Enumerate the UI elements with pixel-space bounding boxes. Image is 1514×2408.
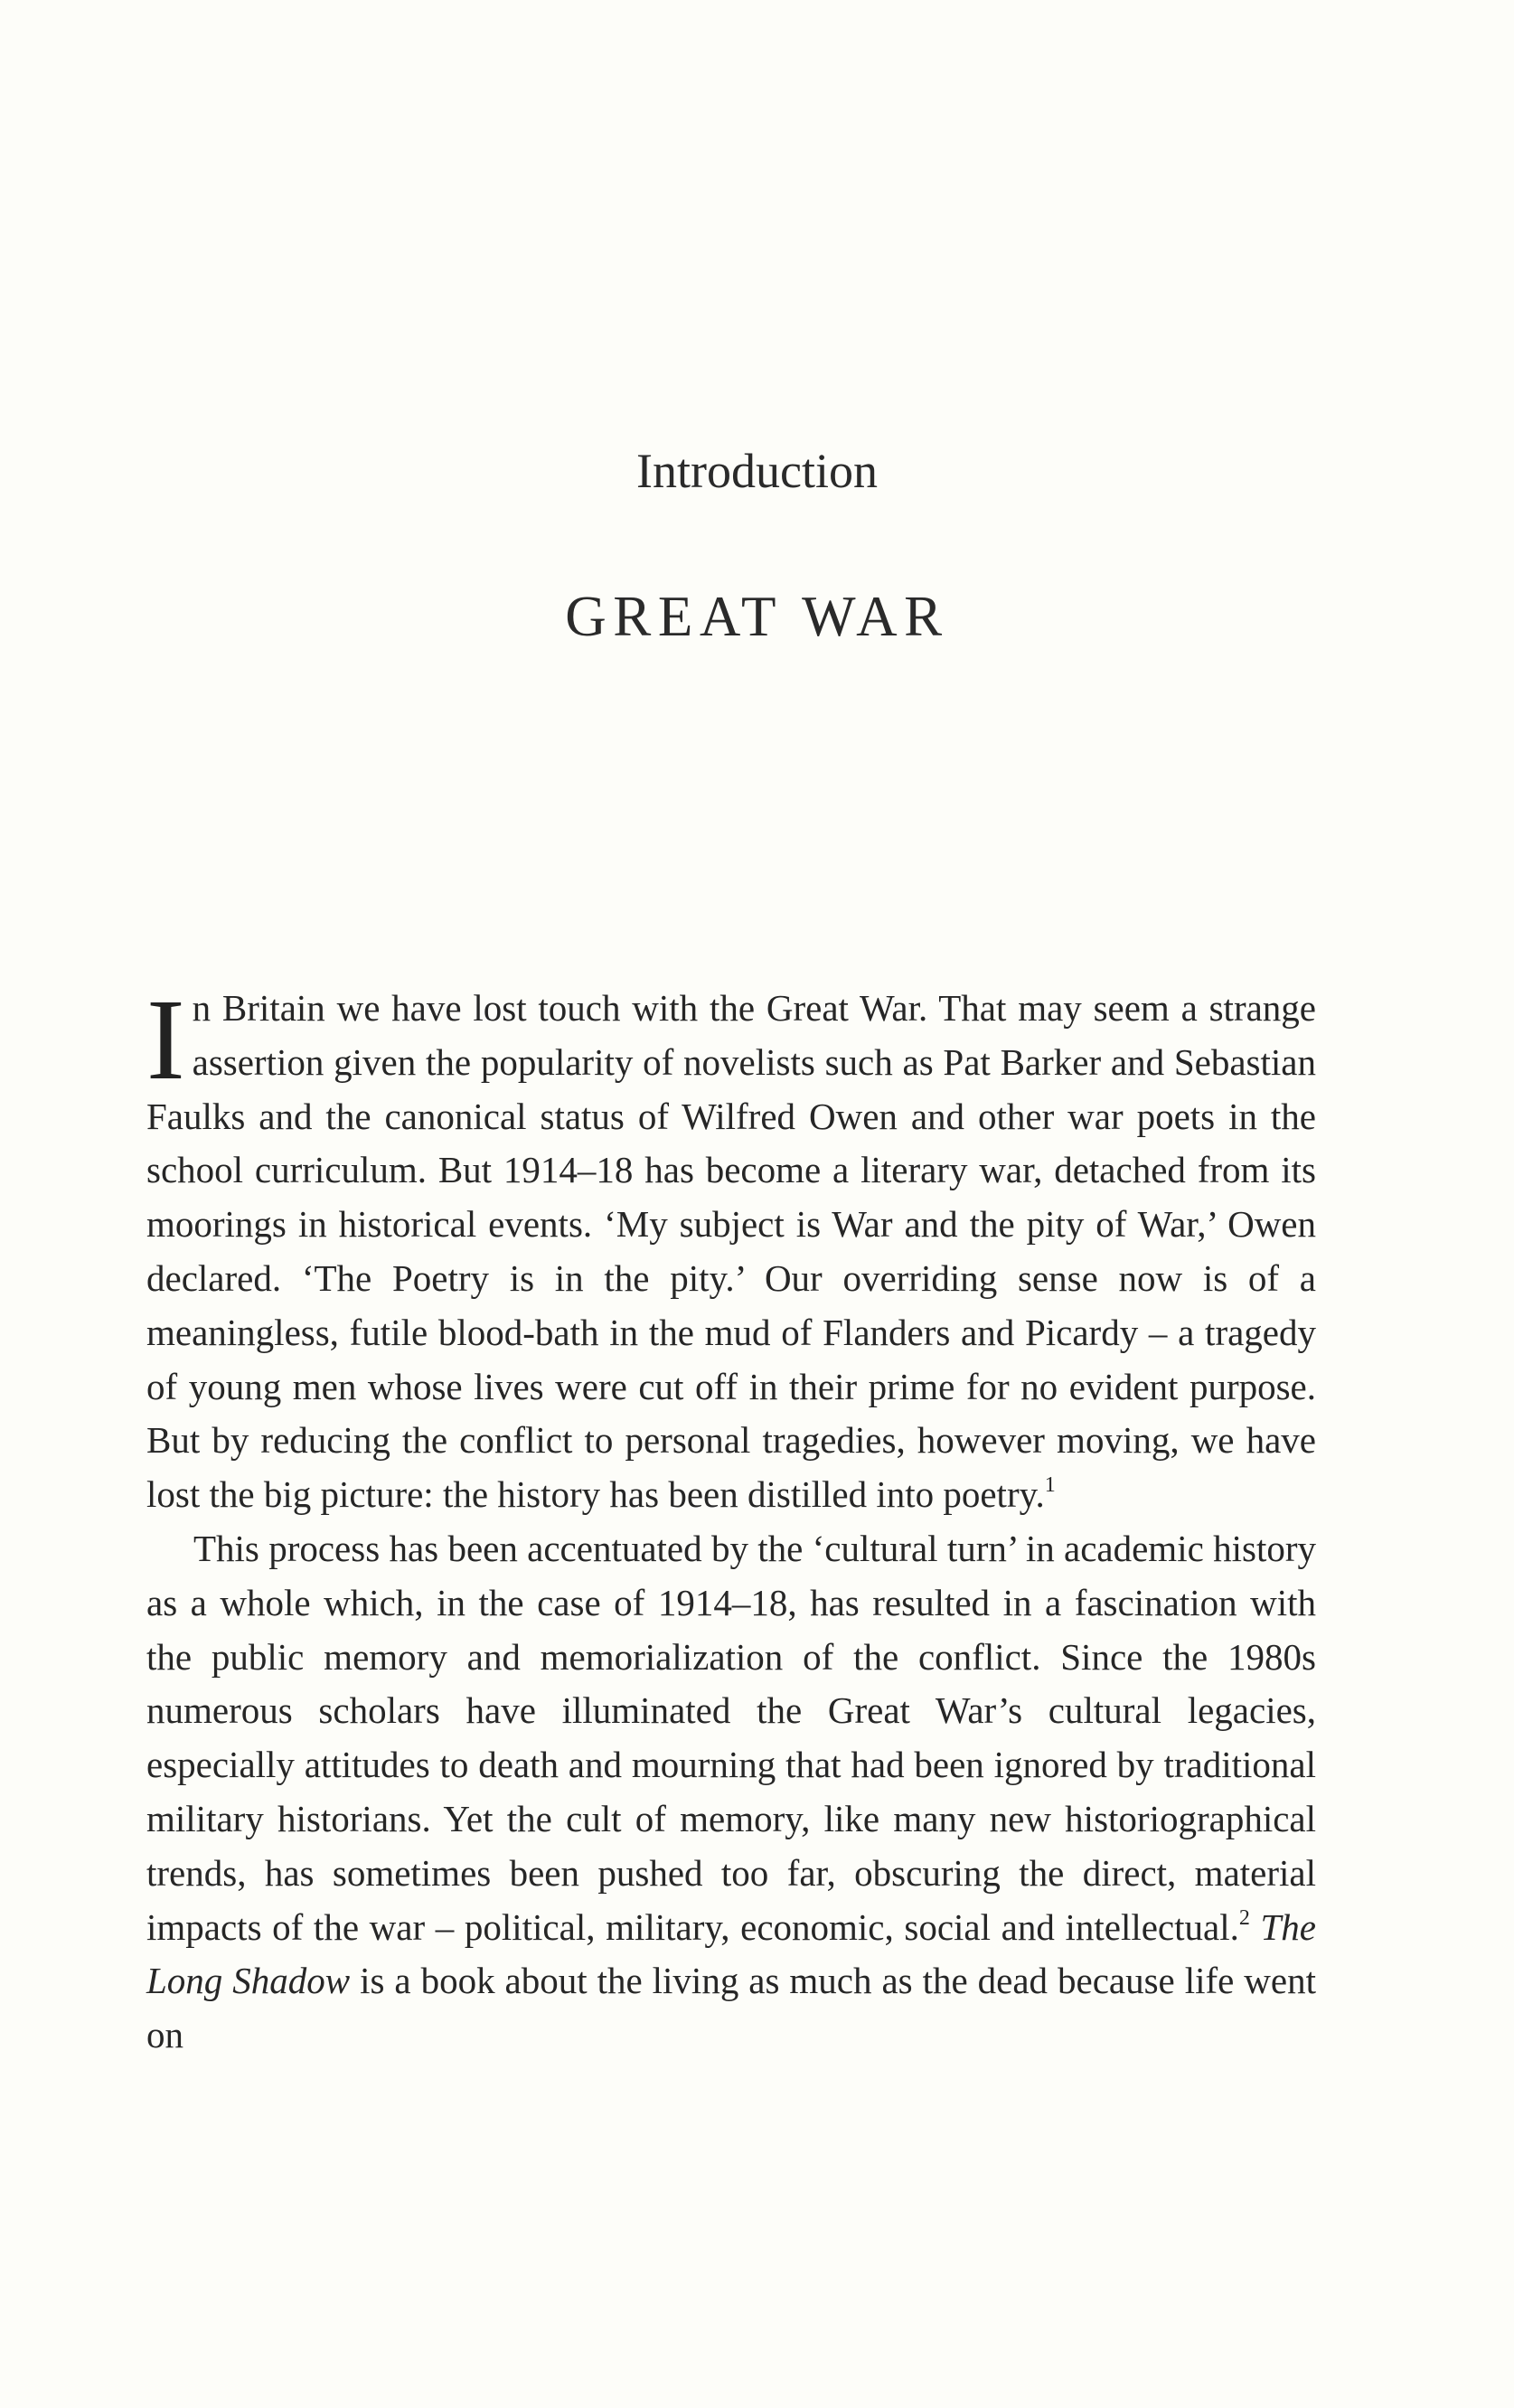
chapter-title: GREAT WAR: [565, 585, 949, 648]
paragraph-1: [146, 975, 1316, 1522]
body-text: [146, 975, 1316, 2063]
paragraph-2-text-end: is a book about the living as much as the dead because life went on: [146, 1960, 1316, 2056]
footnote-marker-2: 2: [1238, 1905, 1250, 1930]
chapter-label: Introduction: [636, 444, 878, 498]
book-title-italic: The Long Shadow: [146, 1905, 1316, 2002]
paragraph-2: [146, 1522, 1316, 2063]
paragraph-2-text: This process has been accentuated by the ‘cultural turn’ in academic history as a whole which, in the case of 1914–18, has resulted in a fascination with the public memory and memorialization of the conflict. Since the 1980s numerous scholars have illuminated the Great War’s cultural legacies, especially attitudes to death and mourning that had been ignored by traditional military historians. Yet the cult of memory, like many new historiographical trends, has sometimes been pushed too far, obscuring the direct, material impacts of the war – political, military, economic, social and intellectual.: [146, 1527, 1316, 1948]
drop-cap: I: [146, 975, 185, 1104]
footnote-marker-1: 1: [1044, 1473, 1056, 1498]
paragraph-1-text: n Britain we have lost touch with the Great War. That may seem a strange assertion given the popularity of novelists such as Pat Barker and Sebastian Faulks and the canonical status of Wilfred Owen and other war poets in the school curriculum. But 1914–18 has become a literary war, detached from its moorings in historical events. ‘My subject is War and the pity of War,’ Owen declared. ‘The Poetry is in the pity.’ Our overriding sense now is of a meaningless, futile blood-bath in the mud of Flanders and Picardy – a tragedy of young men whose lives were cut off in their prime for no evident purpose. But by reducing the conflict to personal tragedies, however moving, we have lost the big picture: the history has been distilled into poetry.: [146, 987, 1316, 1516]
